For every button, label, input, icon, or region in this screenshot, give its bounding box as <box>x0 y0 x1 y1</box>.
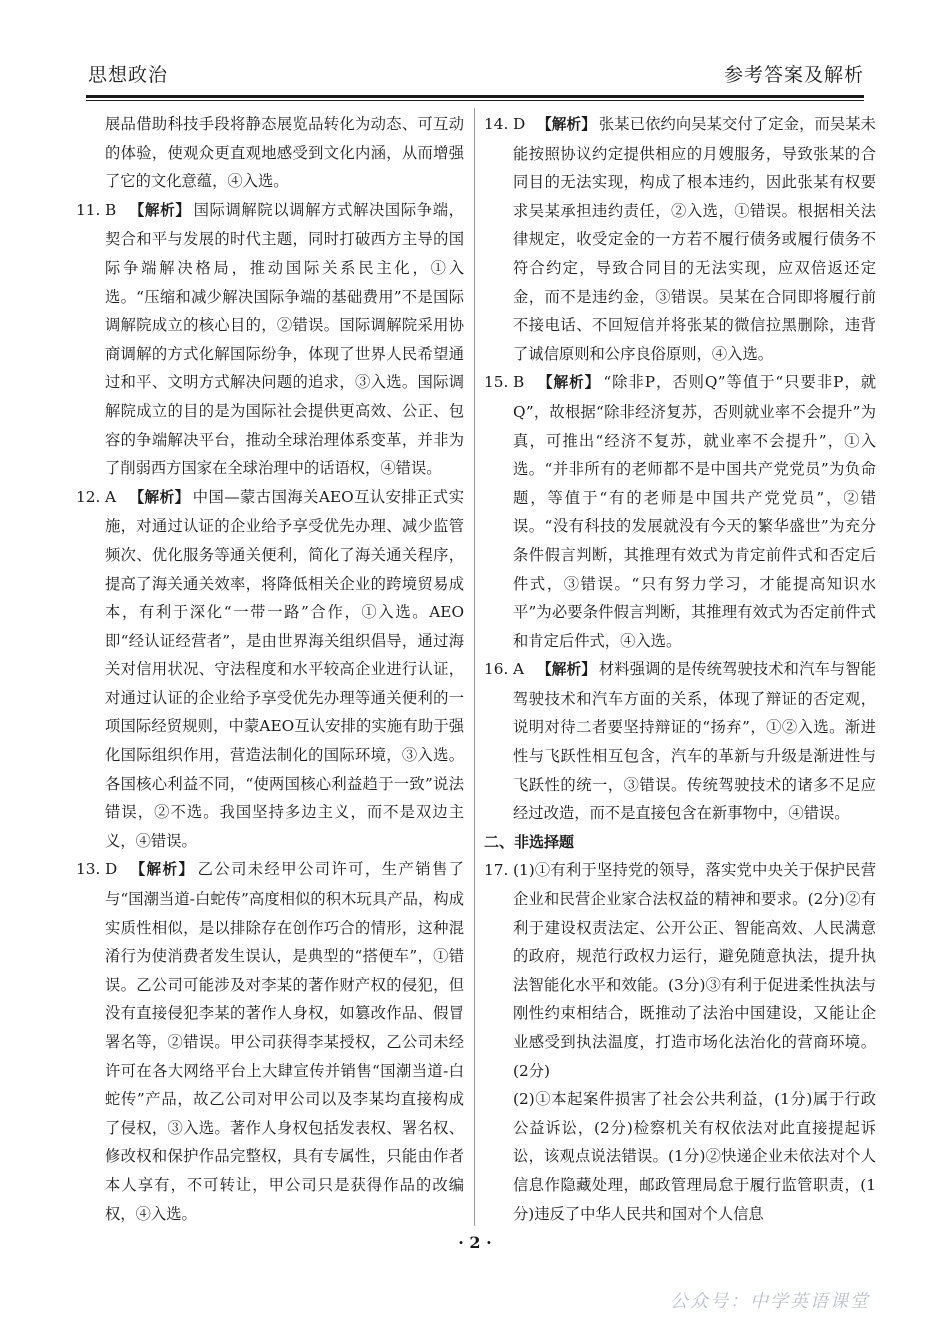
answer-letter: A <box>513 660 525 679</box>
question-number: 11. <box>76 200 101 219</box>
answer-item-15 <box>484 368 876 655</box>
answer-item-17-part1 <box>484 856 876 1085</box>
answer-item-11 <box>76 196 464 483</box>
question-number: 17. <box>484 861 509 880</box>
right-column <box>484 110 876 1228</box>
answer-item-17-part2: (2)①本起案件损害了社会公共利益，(1分)属于行政公益诉讼，(2分)检察机关有权依法对此直接提起诉讼，该观点说法错误。(1分)②快递企业未依法对个人信息作隐藏处理，邮政管理局怠于履行监管职责，(1分)违反了中华人民共和国对个人信息 <box>513 1090 876 1223</box>
answer-item-12 <box>76 483 464 856</box>
question-number: 14. <box>484 115 509 133</box>
analysis-text: 国际调解院以调解方式解决国际争端，契合和平与发展的时代主题，同时打破西方主导的国际争端解决格局，推动国际关系民主化，①入选。“压缩和减少解决国际争端的基础费用”不是国际调解院成立的核心目的，②错误。国际调解院采用协商调解的方式化解国际纷争，体现了世界人民希望通过和平、文明方式解决问题的追求，③入选。国际调解院成立的目的是为国际社会提供更高效、公正、包容的争端解决平台，推动全球治理体系变革，并非为了削弱西方国家在全球治理中的话语权，④错误。 <box>105 200 464 478</box>
analysis-text: 乙公司未经甲公司许可，生产销售了与“国潮当道-白蛇传”高度相似的积木玩具产品，构成实质性相似，是以排除存在创作巧合的情形，这种混淆行为使消费者发生误认，是典型的“搭便车”，①错误。乙公司可能涉及对李某的著作财产权的侵犯，但没有直接侵犯李某的著作人身权，如篡改作品、假冒署名等，②错误。甲公司获得李某授权，乙公司未经许可在各大网络平台上大肆宣传并销售“国潮当道-白蛇传”产品，故乙公司对甲公司以及李某均直接构成了侵权，③入选。著作人身权包括发表权、署名权、修改权和保护作品完整权，具有专属性，只能由作者本人享有，不可转让，甲公司只是获得作品的改编权，④入选。 <box>105 860 464 1223</box>
analysis-text: 张某已依约向吴某交付了定金，而吴某未能按照协议约定提供相应的月嫂服务，导致张某的合同目的无法实现，构成了根本违约，因此张某有权要求吴某承担违约责任，②入选，①错误。根据相关法律规定，收受定金的一方若不履行债务或履行债务不符合约定，导致合同目的无法实现，应双倍返还定金，而不是违约金，③错误。吴某在合同即将履行前不接电话、不回短信并将张某的微信拉黑删除，违背了诚信原则和公序良俗原则，④入选。 <box>513 115 876 363</box>
answer-item-13 <box>76 855 464 1228</box>
analysis-tag: 【解析】 <box>129 201 191 219</box>
analysis-text: “除非P，否则Q”等值于“只要非P，就Q”，故根据“除非经济复苏，否则就业率不会提升”为真，可推出“经济不复苏，就业率不会提升”，①入选。“并非所有的老师都不是中国共产党党员”为负命题，等值于“有的老师是中国共产党党员”，②错误。“没有科技的发展就没有今天的繁华盛世”为充分条件假言判断，其推理有效式为肯定前件式和否定后件式，③错误。“只有努力学习，才能提高知识水平”为必要条件假言判断，其推理有效式为否定前件式和肯定后件式，④入选。 <box>513 373 876 650</box>
answer-letter: B <box>513 373 525 392</box>
header-rule-thick <box>86 95 864 98</box>
answer-text: (1)①有利于坚持党的领导，落实党中央关于保护民营企业和民营企业家合法权益的精神和要求。(2分)②有利于建设权责法定、公开公正、智能高效、人民满意的政府，规范行政权力运行，避免随意执法，提升执法智能化水平和效能。(3分)③有利于促进柔性执法与刚性约束相结合，既推动了法治中国建设，又能让企业感受到执法温度，打造市场化法治化的营商环境。(2分) <box>513 861 876 1080</box>
question-number: 16. <box>484 660 509 679</box>
column-divider <box>474 108 475 1226</box>
question-number: 12. <box>76 487 101 506</box>
section-heading: 二、非选择题 <box>484 832 575 851</box>
analysis-tag: 【解析】 <box>537 374 601 392</box>
continued-answer-10: 展品借助科技手段将静态展览品转化为动态、可互动的体验，使观众更直观地感受到文化内涵，从而增强了它的文化意蕴，④入选。 <box>105 115 464 191</box>
header-rule-thin <box>86 100 864 101</box>
page-number: · 2 · <box>458 1233 492 1252</box>
answer-item-14 <box>484 110 876 368</box>
watermark-text: 公众号：中学英语课堂 <box>670 1291 870 1312</box>
analysis-tag: 【解析】 <box>537 116 596 133</box>
question-number: 13. <box>76 860 101 879</box>
analysis-tag: 【解析】 <box>129 861 195 879</box>
question-number: 15. <box>484 373 509 392</box>
section-title: 参考答案及解析 <box>723 64 864 86</box>
analysis-tag: 【解析】 <box>537 661 596 679</box>
answer-letter: B <box>105 200 117 219</box>
answer-letter: D <box>105 860 118 879</box>
analysis-text: 材料强调的是传统驾驶技术和汽车与智能驾驶技术和汽车方面的关系，体现了辩证的否定观，说明对待二者要坚持辩证的“扬弃”，①②入选。渐进性与飞跃性相互包含，汽车的革新与升级是渐进性与飞跃性的统一，③错误。传统驾驶技术的诸多不足应经过改造，而不是直接包含在新事物中，④错误。 <box>513 660 876 823</box>
analysis-tag: 【解析】 <box>129 488 190 506</box>
answer-letter: A <box>105 487 117 506</box>
answer-letter: D <box>513 115 526 133</box>
left-column <box>76 110 464 1228</box>
subject-title: 思想政治 <box>88 64 169 86</box>
answer-item-16 <box>484 655 876 828</box>
analysis-text: 中国—蒙古国海关AEO互认安排正式实施，对通过认证的企业给予享受优先办理、减少监管频次、优化服务等通关便利，简化了海关通关程序，提高了海关通关效率，将降低相关企业的跨境贸易成本，有利于深化“一带一路”合作，①入选。AEO即“经认证经营者”，是由世界海关组织倡导，通过海关对信用状况、守法程度和水平较高企业进行认证，对通过认证的企业给予享受优先办理等通关便利的一项国际经贸规则，中蒙AEO互认安排的实施有助于强化国际组织作用，营造法制化的国际环境，③入选。各国核心利益不同，“使两国核心利益趋于一致”说法错误，②不选。我国坚持多边主义，而不是双边主义，④错误。 <box>105 487 464 850</box>
